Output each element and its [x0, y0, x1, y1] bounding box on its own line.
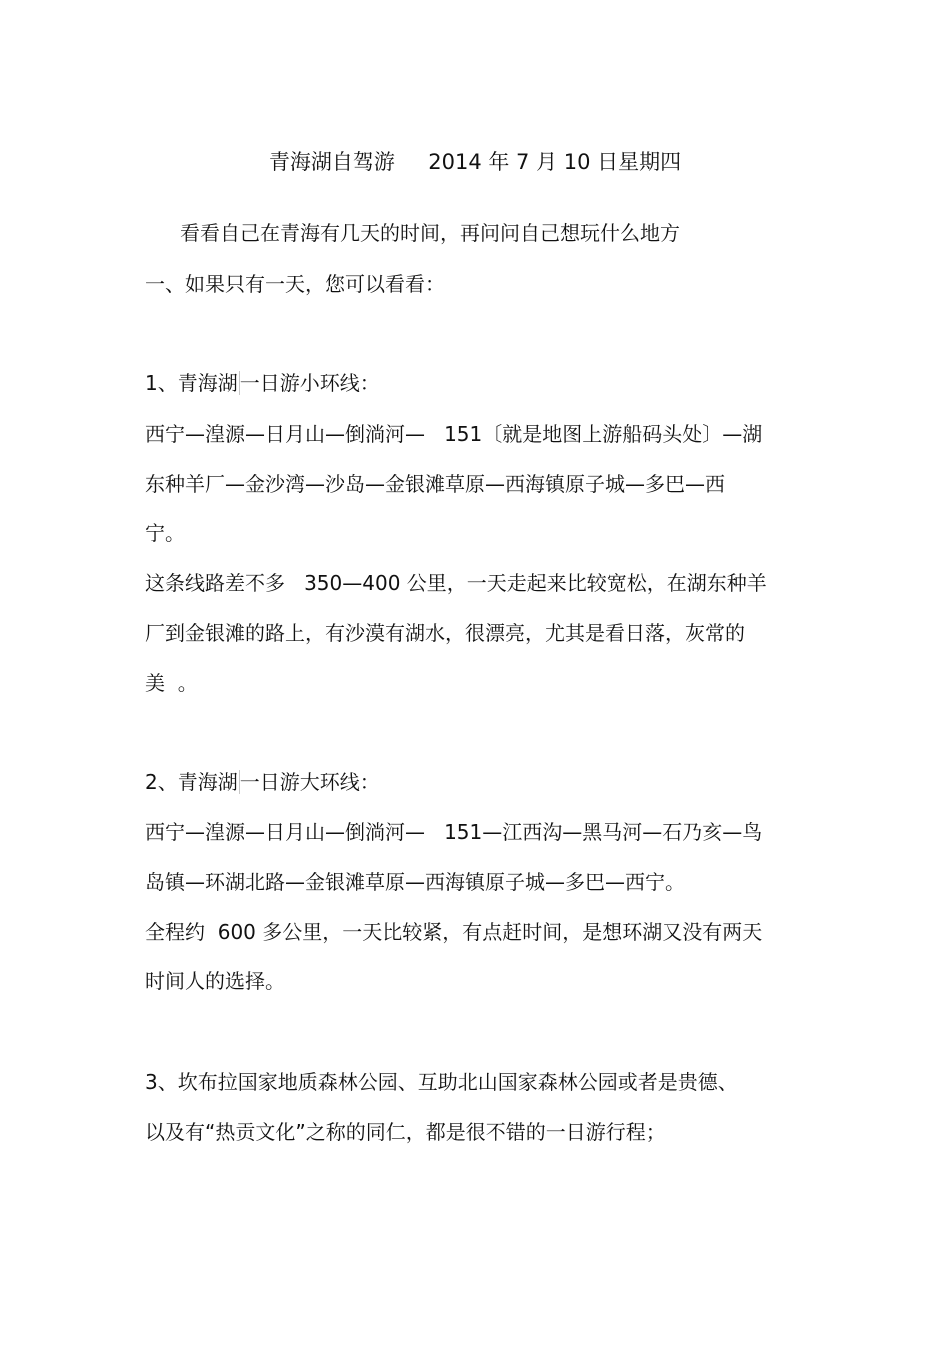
document-title: 青海湖自驾游 2014 年 7 月 10 日星期四	[268, 150, 682, 174]
route1-line: 美 。	[145, 671, 198, 695]
route2-term-qinghai-lake: 青海湖	[177, 770, 238, 794]
route1-line: 厂到金银滩的路上，有沙漠有湖水，很漂亮，尤其是看日落，灰常的	[145, 621, 745, 645]
section-one-heading: 一、如果只有一天，您可以看看：	[145, 272, 445, 296]
route3-line: 以及有“热贡文化”之称的同仁，都是很不错的一日游行程；	[145, 1120, 666, 1144]
route3-line: 3、坎布拉国家地质森林公园、互助北山国家森林公园或者是贵德、	[145, 1070, 738, 1094]
route2-line: 岛镇—环湖北路—金银滩草原—西海镇原子城—多巴—西宁。	[145, 870, 685, 894]
route1-line: 东种羊厂—金沙湾—沙岛—金银滩草原—西海镇原子城—多巴—西	[145, 472, 725, 496]
intro-paragraph: 看看自己在青海有几天的时间，再问问自己想玩什么地方	[180, 221, 680, 245]
route2-number: 2、	[145, 770, 178, 794]
route2-line: 全程约 600 多公里，一天比较紧，有点赶时间，是想环湖又没有两天	[145, 920, 763, 944]
route2-line: 西宁—湟源—日月山—倒淌河— 151—江西沟—黑马河—石乃亥—鸟	[145, 820, 763, 844]
route2-heading	[145, 768, 380, 796]
route1-heading-text: 一日游小环线：	[239, 371, 380, 395]
route1-line: 西宁—湟源—日月山—倒淌河— 151〔就是地图上游船码头处〕—湖	[145, 422, 763, 446]
route1-line: 这条线路差不多 350—400 公里，一天走起来比较宽松，在湖东种羊	[145, 571, 767, 595]
route2-heading-text: 一日游大环线：	[239, 770, 380, 794]
route1-heading	[145, 369, 380, 397]
route2-line: 时间人的选择。	[145, 969, 285, 993]
route1-number: 1、	[145, 371, 178, 395]
route1-term-qinghai-lake: 青海湖	[177, 371, 238, 395]
route1-line: 宁。	[145, 521, 185, 545]
